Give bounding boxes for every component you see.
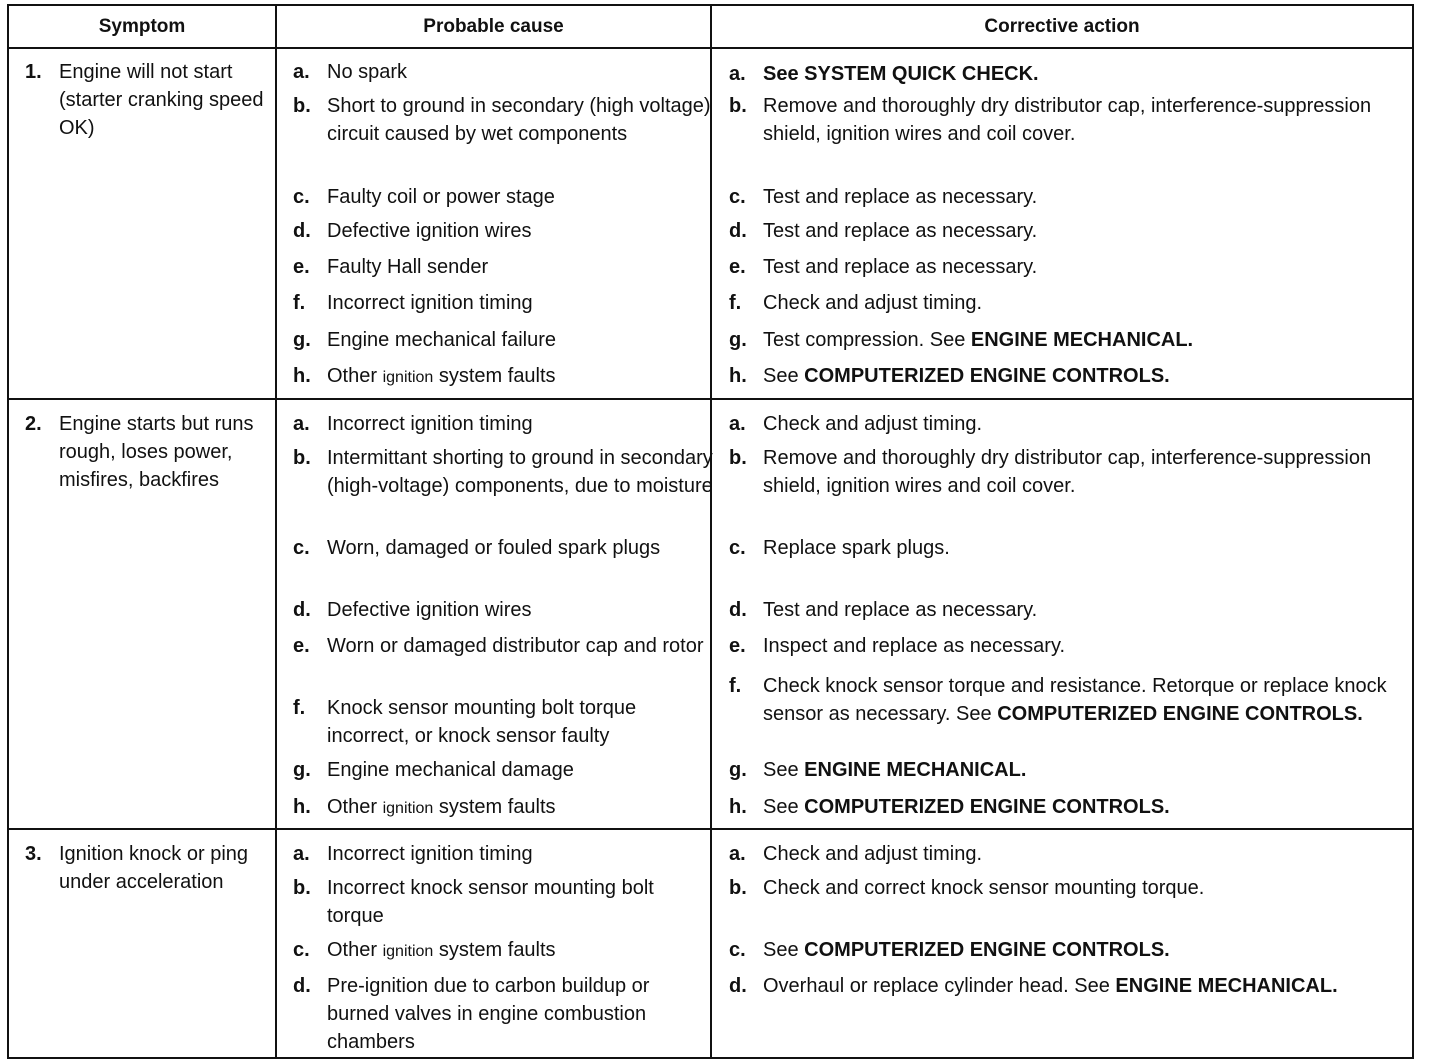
symptom-number: 1.	[25, 61, 42, 83]
cause-item: b. Incorrect knock sensor mounting bolt torque	[293, 877, 654, 927]
cause-item: d. Pre-ignition due to carbon buildup or burned valves in engine combustion chambers	[293, 975, 650, 1053]
symptom-text: Engine will not start (starter cranking speed OK)	[59, 61, 264, 139]
symptom-cell	[21, 840, 267, 896]
symptom-number: 3.	[25, 843, 42, 865]
action-item: e. Inspect and replace as necessary.	[729, 635, 1066, 657]
action-item: a. Check and adjust timing.	[729, 413, 983, 435]
action-item: d. Test and replace as necessary.	[729, 599, 1038, 621]
cause-item: h. Other ignition system faults	[293, 796, 556, 818]
action-item: e. Test and replace as necessary.	[729, 256, 1038, 278]
action-item: d. Test and replace as necessary.	[729, 220, 1038, 242]
troubleshooting-table	[7, 4, 1414, 1059]
row-divider	[9, 828, 1412, 830]
action-item: d. Overhaul or replace cylinder head. See ENGINE MECHANICAL.	[729, 975, 1338, 997]
cause-item: e. Faulty Hall sender	[293, 256, 489, 278]
cause-item: a. No spark	[293, 61, 408, 83]
action-item: c. See COMPUTERIZED ENGINE CONTROLS.	[729, 939, 1170, 961]
action-item: h. See COMPUTERIZED ENGINE CONTROLS.	[729, 796, 1170, 818]
action-item: b. Check and correct knock sensor mounting torque.	[729, 877, 1205, 899]
header-divider	[9, 47, 1412, 49]
cause-item: b. Intermittant shorting to ground in secondary (high-voltage) components, due to moisture	[293, 447, 713, 497]
action-item: h. See COMPUTERIZED ENGINE CONTROLS.	[729, 365, 1170, 387]
symptom-number: 2.	[25, 413, 42, 435]
cause-item: b. Short to ground in secondary (high voltage) circuit caused by wet components	[293, 95, 711, 145]
action-item: g. Test compression. See ENGINE MECHANICAL.	[729, 329, 1194, 351]
cause-item: c. Faulty coil or power stage	[293, 186, 555, 208]
header-corrective-action: Corrective action	[984, 15, 1140, 37]
cause-item: c. Other ignition system faults	[293, 939, 556, 961]
cause-item: g. Engine mechanical failure	[293, 329, 557, 351]
action-item: b. Remove and thoroughly dry distributor cap, interference-suppression shield, ignition wires and coil cover.	[729, 95, 1372, 145]
symptom-text: Engine starts but runs rough, loses power, misfires, backfires	[59, 413, 254, 491]
cause-item: f. Incorrect ignition timing	[293, 292, 533, 314]
row-divider	[9, 398, 1412, 400]
symptom-text: Ignition knock or ping under acceleration	[59, 843, 249, 893]
cause-item: f. Knock sensor mounting bolt torque incorrect, or knock sensor faulty	[293, 697, 637, 747]
cause-item: a. Incorrect ignition timing	[293, 843, 533, 865]
column-divider	[275, 6, 277, 1057]
action-item: a. Check and adjust timing.	[729, 843, 983, 865]
action-item: c. Replace spark plugs.	[729, 537, 950, 559]
action-item: f. Check knock sensor torque and resistance. Retorque or replace knock sensor as necessary. See COMPUTERIZED ENGINE CONTROLS.	[729, 675, 1387, 725]
cause-item: d. Defective ignition wires	[293, 220, 532, 242]
action-item: c. Test and replace as necessary.	[729, 186, 1038, 208]
cause-item: h. Other ignition system faults	[293, 365, 556, 387]
header-symptom: Symptom	[98, 15, 186, 37]
cause-item: e. Worn or damaged distributor cap and rotor	[293, 635, 704, 657]
action-item: a. See SYSTEM QUICK CHECK.	[729, 63, 1039, 85]
cause-item: c. Worn, damaged or fouled spark plugs	[293, 537, 661, 559]
cause-item: a. Incorrect ignition timing	[293, 413, 533, 435]
action-item: b. Remove and thoroughly dry distributor cap, interference-suppression shield, ignition wires and coil cover.	[729, 447, 1372, 497]
cause-item: g. Engine mechanical damage	[293, 759, 574, 781]
symptom-cell	[21, 58, 267, 142]
action-item: f. Check and adjust timing.	[729, 292, 983, 314]
action-item: g. See ENGINE MECHANICAL.	[729, 759, 1027, 781]
symptom-cell	[21, 410, 267, 494]
header-probable-cause: Probable cause	[423, 15, 564, 37]
cause-item: d. Defective ignition wires	[293, 599, 532, 621]
